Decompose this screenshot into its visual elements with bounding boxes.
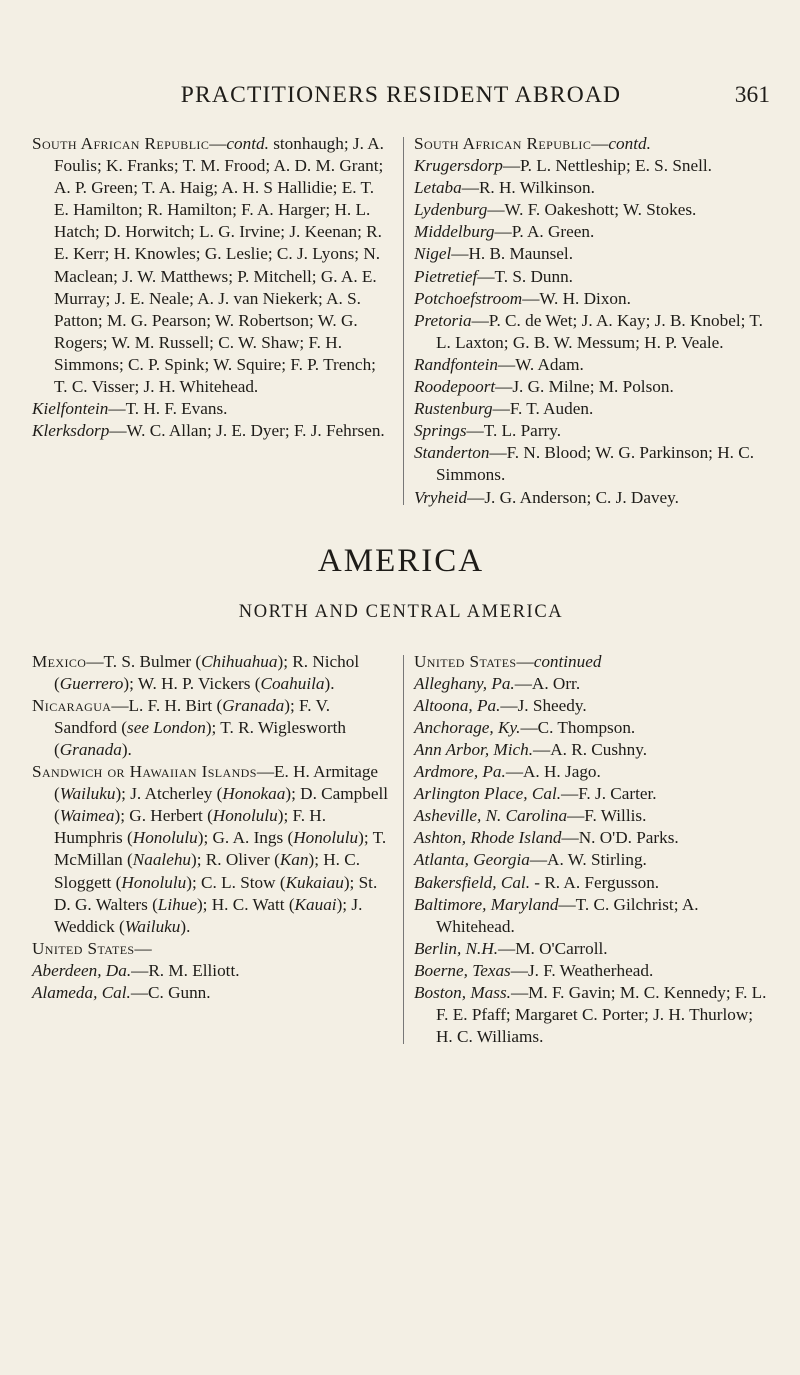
country-heading: South African Republic (32, 134, 210, 153)
practitioner-names: T. H. F. Evans. (125, 399, 228, 419)
place-name: Honokaa (222, 784, 286, 804)
entry-text: ); W. H. P. Vickers ( (123, 673, 261, 693)
practitioner-names: H. B. Maunsel. (468, 244, 573, 264)
entry-text: —J. Sheedy. (500, 695, 587, 715)
entry-text: ); J. Weddick ( (54, 894, 363, 936)
place-name: Kielfontein (32, 399, 109, 419)
entry-text: ); F. V. Sandford ( (54, 695, 331, 737)
practitioner-names: W. H. Dixon. (539, 288, 631, 308)
place-name: Chihuahua (201, 651, 278, 671)
section-title: AMERICA (317, 542, 485, 579)
entry-text: ); D. Campbell ( (54, 784, 389, 826)
entry-text: ); St. D. G. Walters ( (54, 872, 378, 914)
place-name: Springs (414, 421, 467, 441)
place-name: Asheville, N. Carolina (414, 806, 568, 826)
entry-text: ). (180, 916, 191, 936)
country-heading: United States (414, 651, 517, 671)
place-name: Alleghany, Pa. (414, 673, 515, 693)
place-name: Rustenburg (414, 399, 493, 419)
directory-entry (414, 717, 770, 739)
place-name: Kauai (294, 894, 337, 914)
practitioner-names: stonhaugh; J. A. Foulis; K. Franks; T. M. Frood; A. D. M. Grant; A. P. Green; T. A. Haig; A. H. S Hallidie; E. T. E. Hamilton; R. Hamilton; F. A. Harger; H. L. Hatch; D. Horwitch; L. G. Irvine; J. Keenan; R. E. Kerr; H. Knowles; G. Leslie; C. J. Lyons; N. Maclean; J. W. Matthews; P. Mitchell; G. A. E. Murray; J. E. Neale; A. J. van Niekerk; A. S. Patton; M. G. Pearson; W. Robertson; W. G. Rogers; W. M. Russell; C. W. Shaw; F. H. Simmons; C. P. Spink; W. Squire; F. P. Trench; T. C. Visser; J. H. Whitehead. (54, 134, 384, 397)
directory-entry: Nigel—H. B. Maunsel. (414, 244, 573, 264)
entry-text: —C. Thompson. (520, 717, 636, 737)
entry-text: ); R. Oliver ( (191, 850, 280, 870)
practitioner-names: T. S. Dunn. (494, 266, 573, 286)
directory-entry: Pietretief—T. S. Dunn. (414, 266, 573, 286)
directory-entry: Klerksdorp—W. C. Allan; J. E. Dyer; F. J. Fehrsen. (32, 421, 385, 441)
place-name: Aberdeen, Da. (32, 960, 132, 980)
practitioner-names: J. G. Milne; M. Polson. (512, 377, 674, 397)
directory-entry: Randfontein—W. Adam. (414, 354, 584, 374)
entry-text: — (516, 651, 534, 671)
place-name: Boston, Mass. (414, 983, 511, 1002)
directory-entry: Standerton—F. N. Blood; W. G. Parkinson; H. C. Simmons. (414, 443, 755, 485)
place-name: Pretoria (414, 310, 472, 330)
directory-entry (414, 761, 770, 783)
practitioner-names: P. C. de Wet; J. A. Kay; J. B. Knobel; T. L. Laxton; G. B. W. Messum; H. P. Veale. (436, 310, 763, 352)
directory-entry (414, 673, 770, 695)
practitioner-names: P. A. Green. (511, 222, 595, 242)
place-name: see London (127, 717, 206, 737)
directory-entry (414, 938, 770, 960)
practitioner-names: J. G. Anderson; C. J. Davey. (484, 487, 679, 507)
place-name: Ardmore, Pa. (414, 762, 506, 782)
entry-text: —T. C. Gilchrist; A. Whitehead. (436, 894, 699, 936)
entry-text: —M. O'Carroll. (498, 938, 608, 958)
entry-text: —C. Gunn. (130, 983, 211, 1002)
directory-entry (414, 651, 770, 673)
directory-entry: Letaba—R. H. Wilkinson. (414, 178, 595, 198)
place-name: Kan (279, 850, 309, 870)
entry-text: ); H. C. Sloggett ( (54, 850, 361, 892)
entry-text: —A. W. Stirling. (529, 850, 647, 870)
entry-text: ). (121, 739, 132, 759)
country-heading: Nicaragua (32, 695, 112, 715)
directory-entry (414, 982, 770, 1048)
entry-text: —N. O'D. Parks. (561, 828, 679, 848)
place-name: Arlington Place, Cal. (414, 784, 562, 804)
place-name: Wailuku (59, 784, 116, 804)
entry-text: —F. Willis. (567, 806, 647, 826)
place-name: Baltimore, Maryland (414, 894, 559, 914)
entry-text: ); C. L. Stow ( (186, 872, 286, 892)
place-name: Granada (222, 695, 285, 715)
place-name: Potchoefstroom (414, 288, 523, 308)
place-name: Middelburg (414, 222, 495, 242)
directory-entry: Vryheid—J. G. Anderson; C. J. Davey. (414, 487, 679, 507)
entry-text: —F. J. Carter. (561, 784, 657, 804)
running-head (32, 82, 770, 122)
country-heading: United States (32, 938, 135, 958)
directory-entry: South African Republic—contd. stonhaugh; J. A. Foulis; K. Franks; T. M. Frood; A. D. M. Grant; A. P. Green; T. A. Haig; A. H. S Hallidie; E. T. E. Hamilton; R. Hamilton; F. A. Harger; H. L. Hatch; D. Horwitch; L. G. Irvine; J. Keenan; R. E. Kerr; H. Knowles; G. Leslie; C. J. Lyons; N. Maclean; J. W. Matthews; P. Mitchell; G. A. E. Murray; J. E. Neale; A. J. van Niekerk; A. S. Patton; M. G. Pearson; W. Robertson; W. G. Rogers; W. M. Russell; C. W. Shaw; F. H. Simmons; C. P. Spink; W. Squire; F. P. Trench; T. C. Visser; J. H. Whitehead. (32, 134, 384, 397)
place-name: Kukaiau (285, 872, 344, 892)
entry-text: ); T. McMillan ( (54, 828, 387, 870)
place-name: Anchorage, Ky. (414, 717, 521, 737)
country-heading: Mexico (32, 651, 87, 671)
place-name: Honolulu (121, 872, 187, 892)
directory-entry (414, 872, 770, 894)
place-name: Roodepoort (414, 377, 496, 397)
place-name: Randfontein (414, 354, 499, 374)
directory-entry (32, 938, 388, 960)
entry-text: —A. R. Cushny. (533, 739, 648, 759)
practitioner-names: W. Adam. (515, 354, 584, 374)
place-name: Lihue (157, 894, 197, 914)
place-name: Krugersdorp (414, 156, 503, 176)
place-name: Vryheid (414, 487, 468, 507)
place-name: Klerksdorp (32, 421, 110, 441)
directory-entry (32, 695, 388, 761)
entry-text: ); F. H. Humphris ( (54, 806, 327, 848)
entry-text: ). (324, 673, 335, 693)
entry-text: —E. H. Armitage ( (54, 762, 379, 804)
entry-text: ); H. C. Watt ( (196, 894, 295, 914)
directory-entry (414, 894, 770, 938)
place-name: Waimea (59, 806, 115, 826)
entry-text: — (134, 938, 152, 958)
book-page (0, 82, 800, 1375)
entry-text: ); G. A. Ings ( (197, 828, 294, 848)
directory-entry: Middelburg—P. A. Green. (414, 222, 595, 242)
place-name: Honolulu (212, 806, 278, 826)
directory-entry: Krugersdorp—P. L. Nettleship; E. S. Snell. (414, 156, 712, 176)
country-heading: South African Republic (414, 134, 592, 153)
practitioner-names: W. F. Oakeshott; W. Stokes. (504, 200, 697, 220)
continued-note: contd. (608, 134, 651, 153)
entry-text: —A. H. Jago. (505, 762, 601, 782)
country-heading: Sandwich or Hawaiian Islands (32, 762, 257, 782)
place-name: Guerrero (59, 673, 124, 693)
directory-entry (414, 805, 770, 827)
directory-entry (32, 960, 388, 982)
place-name: Granada (59, 739, 122, 759)
practitioner-names: R. H. Wilkinson. (478, 178, 595, 198)
directory-entry (32, 651, 388, 695)
directory-entry: Kielfontein—T. H. F. Evans. (32, 399, 228, 419)
place-name: Alameda, Cal. (32, 983, 131, 1002)
practitioner-names: P. L. Nettleship; E. S. Snell. (520, 156, 712, 176)
top-right-column (414, 133, 770, 509)
place-name: Pietretief (414, 266, 478, 286)
place-name: Boerne, Texas (414, 960, 511, 980)
top-left-column (32, 133, 388, 509)
entry-text: —J. F. Weatherhead. (510, 960, 654, 980)
running-title: PRACTITIONERS RESIDENT ABROAD (180, 82, 622, 108)
entry-text: —R. M. Elliott. (131, 960, 240, 980)
entry-text: —T. S. Bulmer ( (86, 651, 202, 671)
directory-entry: Lydenburg—W. F. Oakeshott; W. Stokes. (414, 200, 697, 220)
top-columns (32, 133, 770, 509)
entry-text: —L. F. H. Birt ( (111, 695, 223, 715)
place-name: Wailuku (124, 916, 181, 936)
practitioner-names: W. C. Allan; J. E. Dyer; F. J. Fehrsen. (126, 421, 385, 441)
entry-text: —A. Orr. (514, 673, 581, 693)
place-name: Bakersfield, Cal. (414, 872, 530, 892)
subsection-title: NORTH AND CENTRAL AMERICA (238, 601, 564, 622)
directory-entry: Potchoefstroom—W. H. Dixon. (414, 288, 631, 308)
directory-entry (414, 695, 770, 717)
bottom-left-column (32, 651, 388, 1049)
place-name: Naalehu (132, 850, 192, 870)
directory-entry (414, 739, 770, 761)
place-name: Honolulu (293, 828, 359, 848)
place-name: Altoona, Pa. (414, 695, 501, 715)
place-name: Honolulu (132, 828, 198, 848)
place-name: Atlanta, Georgia (414, 850, 530, 870)
practitioner-names: T. L. Parry. (483, 421, 562, 441)
practitioner-names: F. T. Auden. (509, 399, 594, 419)
directory-entry (32, 761, 388, 938)
directory-entry: Rustenburg—F. T. Auden. (414, 399, 594, 419)
place-name: Ann Arbor, Mich. (414, 739, 534, 759)
directory-entry: South African Republic—contd. (414, 134, 651, 153)
entry-text: —M. F. Gavin; M. C. Kennedy; F. L. F. E. Pfaff; Margaret C. Porter; J. H. Thurlow; H. C. Williams. (436, 983, 767, 1047)
directory-entry (414, 783, 770, 805)
directory-entry (32, 982, 388, 1004)
practitioner-names: F. N. Blood; W. G. Parkinson; H. C. Simmons. (436, 443, 755, 485)
directory-entry: Roodepoort—J. G. Milne; M. Polson. (414, 377, 674, 397)
continued-note: contd. (226, 134, 269, 153)
entry-text: ); R. Nichol ( (54, 651, 360, 693)
place-name: Letaba (414, 178, 462, 198)
place-name: continued (533, 651, 602, 671)
directory-entry (414, 849, 770, 871)
place-name: Nigel (414, 244, 452, 264)
entry-text: ); G. Herbert ( (114, 806, 213, 826)
entry-text: ); J. Atcherley ( (115, 784, 223, 804)
directory-entry: Pretoria—P. C. de Wet; J. A. Kay; J. B. Knobel; T. L. Laxton; G. B. W. Messum; H. P. Veale. (414, 310, 763, 352)
bottom-columns (32, 651, 770, 1049)
directory-entry (414, 827, 770, 849)
directory-entry: Springs—T. L. Parry. (414, 421, 562, 441)
entry-text: - R. A. Fergusson. (530, 872, 660, 892)
directory-entry (414, 960, 770, 982)
page-number: 361 (734, 82, 770, 108)
place-name: Coahuila (260, 673, 325, 693)
bottom-right-column (414, 651, 770, 1049)
place-name: Lydenburg (414, 200, 488, 220)
place-name: Ashton, Rhode Island (414, 828, 562, 848)
place-name: Standerton (414, 443, 490, 463)
entry-text: ); T. R. Wiglesworth ( (54, 717, 346, 759)
place-name: Berlin, N.H. (414, 938, 499, 958)
